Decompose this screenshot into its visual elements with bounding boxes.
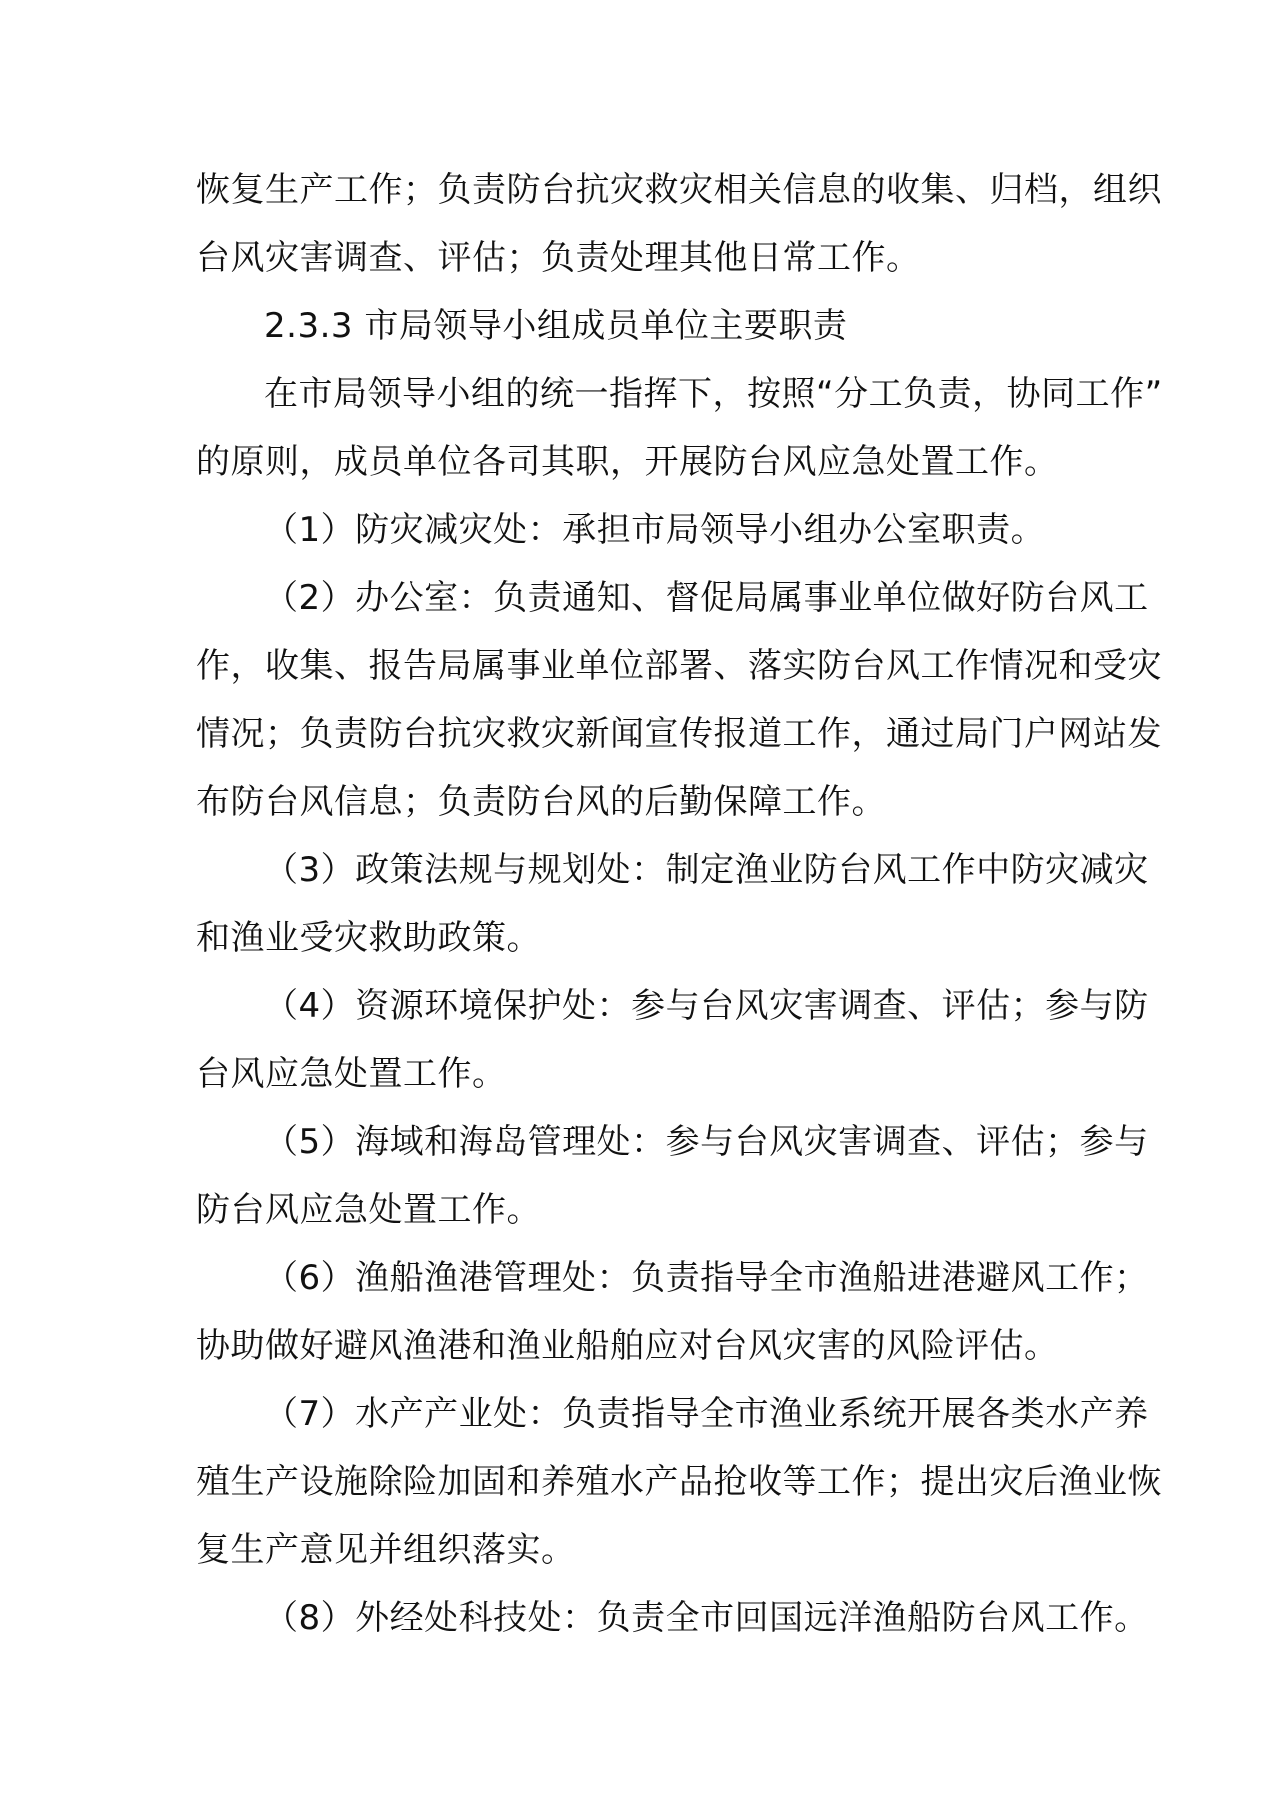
paragraph (196, 1244, 1149, 1380)
paragraph (196, 496, 1094, 564)
paragraph (196, 1108, 1149, 1244)
text-line: 协助做好避风渔港和渔业船舶应对台风灾害的风险评估。 (196, 1326, 1059, 1366)
document-page (196, 156, 1163, 1652)
text-line: （8）外经处科技处：负责全市回国远洋渔船防台风工作。 (264, 1598, 1149, 1638)
text-line: （4）资源环境保护处：参与台风灾害调查、评估；参与防 (264, 986, 1149, 1026)
paragraph (196, 156, 1162, 292)
text-line: 殖生产设施除险加固和养殖水产品抢收等工作；提出灾后渔业恢 (196, 1462, 1162, 1502)
paragraph (196, 292, 1094, 360)
text-line: 2.3.3 市局领导小组成员单位主要职责 (264, 306, 848, 346)
paragraph (196, 1584, 1149, 1652)
text-line: （6）渔船渔港管理处：负责指导全市渔船进港避风工作； (264, 1258, 1149, 1298)
text-line: 作，收集、报告局属事业单位部署、落实防台风工作情况和受灾 (196, 646, 1162, 686)
text-line: 的原则，成员单位各司其职，开展防台风应急处置工作。 (196, 442, 1059, 482)
paragraph (196, 836, 1149, 972)
text-line: 台风灾害调查、评估；负责处理其他日常工作。 (196, 238, 921, 278)
text-line: 防台风应急处置工作。 (196, 1190, 541, 1230)
paragraph (196, 360, 1163, 496)
text-line: 台风应急处置工作。 (196, 1054, 507, 1094)
text-line: 恢复生产工作；负责防台抗灾救灾相关信息的收集、归档，组织 (196, 170, 1162, 210)
text-line: （7）水产产业处：负责指导全市渔业系统开展各类水产养 (264, 1394, 1149, 1434)
text-line: （1）防灾减灾处：承担市局领导小组办公室职责。 (264, 510, 1046, 550)
text-line: 和渔业受灾救助政策。 (196, 918, 541, 958)
text-line: （2）办公室：负责通知、督促局属事业单位做好防台风工 (264, 578, 1149, 618)
text-line: （5）海域和海岛管理处：参与台风灾害调查、评估；参与 (264, 1122, 1149, 1162)
text-line: 情况；负责防台抗灾救灾新闻宣传报道工作，通过局门户网站发 (196, 714, 1162, 754)
paragraph (196, 1380, 1162, 1584)
text-line: 复生产意见并组织落实。 (196, 1530, 576, 1570)
text-line: 布防台风信息；负责防台风的后勤保障工作。 (196, 782, 886, 822)
text-line: （3）政策法规与规划处：制定渔业防台风工作中防灾减灾 (264, 850, 1149, 890)
paragraph (196, 564, 1162, 836)
paragraph (196, 972, 1149, 1108)
text-line: 在市局领导小组的统一指挥下，按照“分工负责，协同工作” (264, 374, 1163, 414)
